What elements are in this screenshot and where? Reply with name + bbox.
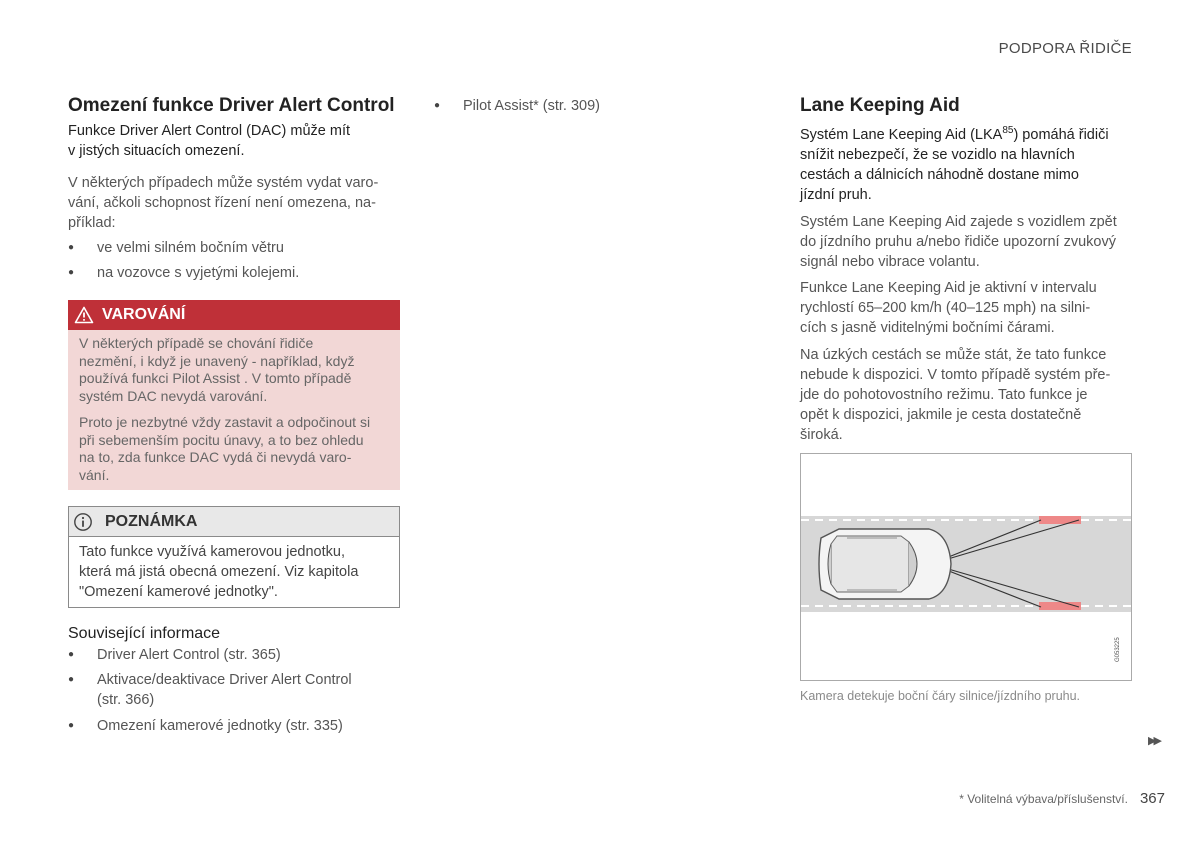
related-link-text[interactable]: Aktivace/deaktivace Driver Alert Control: [97, 672, 352, 688]
lka-illustration: [800, 453, 1132, 681]
related-link[interactable]: [68, 670, 352, 710]
warning-line: systém DAC nevydá varování.: [79, 387, 268, 404]
paragraph-line: signál nebo vibrace volantu.: [800, 254, 980, 270]
intro-line: příklad:: [68, 215, 116, 231]
lead-line: v jistých situacích omezení.: [68, 143, 245, 159]
footnote-ref: 85: [1002, 125, 1014, 136]
lead-text: Systém Lane Keeping Aid (LKA: [800, 126, 1003, 143]
list-item: ● na vozovce s vyjetými kolejemi.: [68, 263, 299, 283]
continued-related-list: [434, 96, 600, 116]
figure-code: G053225: [1115, 637, 1121, 662]
related-link[interactable]: [68, 645, 352, 665]
note-header: [69, 507, 399, 537]
intro-line: V některých případech může systém vydat varo-: [68, 175, 379, 191]
figure-caption: Kamera detekuje boční čáry silnice/jízdního pruhu.: [800, 689, 1081, 703]
note-box: [68, 506, 400, 608]
dac-lead: [68, 121, 350, 161]
warning-triangle-icon: [74, 306, 94, 324]
lead-line: snížit nebezpečí, že se vozidlo na hlavních: [800, 146, 1075, 163]
warning-line: Proto je nezbytné vždy zastavit a odpočinout si: [79, 414, 371, 430]
lane-camera-diagram: [801, 454, 1131, 680]
lka-paragraph-3: [800, 345, 1110, 445]
related-links-list: [68, 645, 352, 736]
paragraph-line: nebude k dispozici. V tomto případě systém pře-: [800, 367, 1111, 383]
paragraph-line: široká.: [800, 427, 843, 443]
section-header: PODPORA ŘIDIČE: [998, 40, 1132, 57]
page-number: 367: [1139, 790, 1165, 807]
detected-marker-top: [1039, 516, 1081, 524]
paragraph-line: cích s jasně viditelnými bočními čárami.: [800, 320, 1055, 336]
paragraph-line: opět k dispozici, jakmile je cesta dostatečně: [800, 407, 1082, 423]
paragraph-line: Systém Lane Keeping Aid zajede s vozidlem zpět: [800, 214, 1117, 230]
warning-title: VAROVÁNÍ: [102, 306, 186, 323]
note-title: POZNÁMKA: [105, 512, 198, 530]
warning-line: V některých případě se chování řidiče: [79, 335, 314, 351]
related-link[interactable]: [68, 716, 352, 736]
conditions-list: [68, 238, 299, 283]
paragraph-line: do jízdního pruhu a/nebo řidiče upozorní zvukový: [800, 234, 1116, 250]
note-line: která má jistá obecná omezení. Viz kapitola: [79, 564, 359, 580]
lead-line: Funkce Driver Alert Control (DAC) může mít: [68, 123, 351, 139]
lead-line: cestách a dálnicích náhodně dostane mimo: [800, 166, 1079, 183]
paragraph-line: jde do pohotovostního režimu. Tato funkce je: [800, 387, 1088, 403]
list-item: ● ve velmi silném bočním větru: [68, 238, 299, 258]
lka-lead: [800, 121, 1109, 205]
continue-arrows-icon: ▶▶: [1148, 735, 1159, 747]
warning-text: [68, 330, 400, 484]
info-icon: [73, 512, 93, 532]
optional-equipment-note: * Volitelná výbava/příslušenství.: [959, 792, 1128, 806]
lka-title: Lane Keeping Aid: [800, 95, 960, 116]
related-info-title: Související informace: [68, 625, 221, 642]
warning-line: nezmění, i když je unavený - například, když: [79, 352, 355, 369]
lead-text: ) pomáhá řidiči: [1013, 126, 1109, 143]
warning-header: [68, 300, 400, 330]
intro-line: vání, ačkoli schopnost řízení není omezena, na-: [68, 195, 376, 211]
related-link[interactable]: ● Pilot Assist* (str. 309): [434, 96, 600, 116]
note-text: [69, 537, 399, 602]
note-line: "Omezení kamerové jednotky".: [79, 584, 278, 600]
dac-limitations-title: Omezení funkce Driver Alert Control: [68, 95, 395, 116]
dac-intro: [68, 173, 378, 233]
page-footer: [959, 790, 1165, 807]
lead-line: jízdní pruh.: [800, 186, 872, 203]
warning-box: [68, 300, 400, 490]
related-link-text[interactable]: Omezení kamerové jednotky (str. 335): [97, 718, 343, 734]
warning-line: na to, zda funkce DAC vydá či nevydá varo-: [79, 449, 352, 465]
related-link-text[interactable]: Driver Alert Control (str. 365): [97, 647, 281, 663]
paragraph-line: rychlostí 65–200 km/h (40–125 mph) na silni-: [800, 300, 1091, 316]
paragraph-line: Na úzkých cestách se může stát, že tato funkce: [800, 347, 1107, 363]
paragraph-line: Funkce Lane Keeping Aid je aktivní v intervalu: [800, 280, 1097, 296]
related-link-text[interactable]: (str. 366): [97, 692, 155, 708]
lka-paragraph-1: [800, 212, 1117, 272]
warning-line: používá funkci Pilot Assist . V tomto případě: [79, 370, 352, 386]
warning-line: při sebemenším pocitu únavy, a to bez ohledu: [79, 431, 364, 448]
note-line: Tato funkce využívá kamerovou jednotku,: [79, 544, 345, 560]
warning-line: vání.: [79, 466, 110, 483]
lka-paragraph-2: [800, 278, 1097, 338]
car-top-view: [819, 529, 951, 599]
